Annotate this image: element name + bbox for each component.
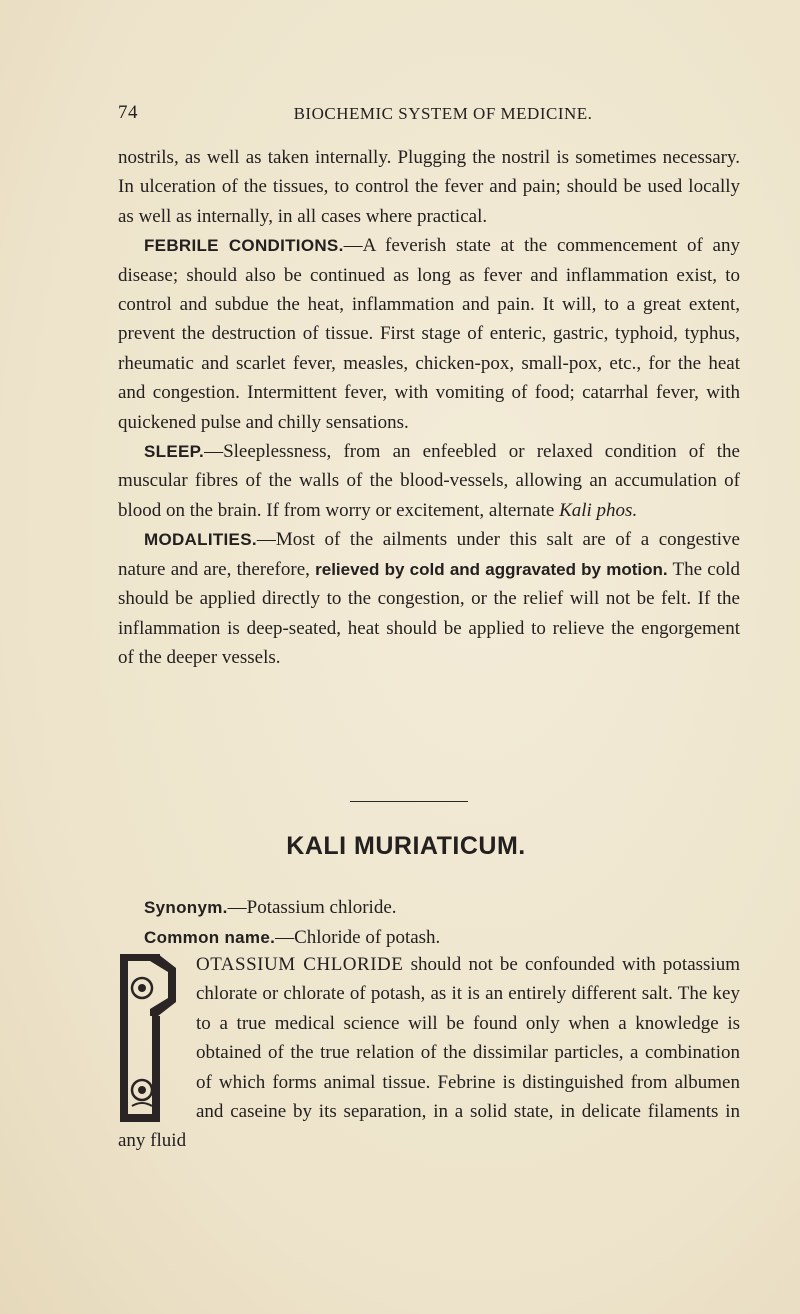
heading-sleep: SLEEP.	[144, 442, 205, 462]
kali-phos-reference: Kali phos.	[559, 499, 638, 521]
synonym-label: Synonym.	[144, 898, 228, 917]
common-name-line	[118, 923, 740, 953]
synonym-text: —Potassium chloride.	[227, 897, 397, 918]
kali-mur-body	[118, 950, 740, 1156]
modalities-text-a: —Most of the ailments under this salt are of a congestive nature and are, therefore,	[118, 529, 740, 580]
drop-cap-p	[118, 954, 186, 1124]
sleep-text: —Sleeplessness, from an enfeebled or relaxed condition of the muscular fibres of the walls of the blood-vessels, allowing an accumulation of blood on the brain. If from worry or excitement, alternate	[118, 441, 740, 521]
heading-febrile-conditions: FEBRILE CONDITIONS.	[144, 236, 344, 256]
section-divider	[350, 801, 468, 802]
kali-mur-paragraph	[118, 950, 740, 1156]
paragraph-febrile	[118, 231, 740, 437]
febrile-text: —A feverish state at the commencement of any disease; should also be continued as long as fever and inflammation exist, to control and subdue the heat, inflammation and pain. It will, to a great extent, prevent the destruction of tissue. First stage of enteric, gastric, typhoid, typhus, rheumatic and scarlet fever, measles, chicken-pox, small-pox, etc., for the heat and congestion. Intermittent fever, with vomiting of food; catarrhal fever, with quickened pulse and chilly sensations.	[118, 235, 740, 433]
main-text	[118, 143, 740, 672]
common-name-label: Common name.	[144, 927, 276, 947]
section-title: KALI MURIATICUM.	[286, 832, 526, 860]
paragraph-continuation: nostrils, as well as taken internally. Plugging the nostril is sometimes necessary. In ulceration of the tissues, to control the fever and pain; should be used locally as well as internally, in all cases where practical.	[118, 147, 740, 227]
synonym-block	[118, 893, 740, 952]
kali-mur-text: should not be confounded with potassium chlorate or chlorate of potash, as it is an entirely different salt. The key to a true medical science will be found only when a knowledge is obtained of the true relation of the dissimilar particles, a combination of which forms animal tissue. Febrine is distinguished from albumen and caseine by its separation, in a solid state, in delicate filaments in any fluid	[118, 954, 740, 1152]
page-header	[118, 102, 738, 132]
paragraph-sleep	[118, 437, 740, 525]
common-name-text: —Chloride of potash.	[275, 926, 441, 948]
paragraph-modalities	[118, 525, 740, 672]
page-number: 74	[118, 102, 138, 123]
running-head: BIOCHEMIC SYSTEM OF MEDICINE.	[293, 104, 593, 123]
potassium-chloride-lead: OTASSIUM CHLORIDE	[196, 954, 404, 975]
modalities-emphasis: relieved by cold and aggravated by motion.	[315, 559, 668, 579]
synonym-line	[118, 893, 740, 923]
modalities-text-b: The cold should be applied directly to the congestion, or the relief will not be felt. If the inflammation is deep-seated, heat should be applied to relieve the engorgement of the deeper vessels.	[118, 558, 740, 668]
heading-modalities: MODALITIES.	[144, 530, 257, 550]
